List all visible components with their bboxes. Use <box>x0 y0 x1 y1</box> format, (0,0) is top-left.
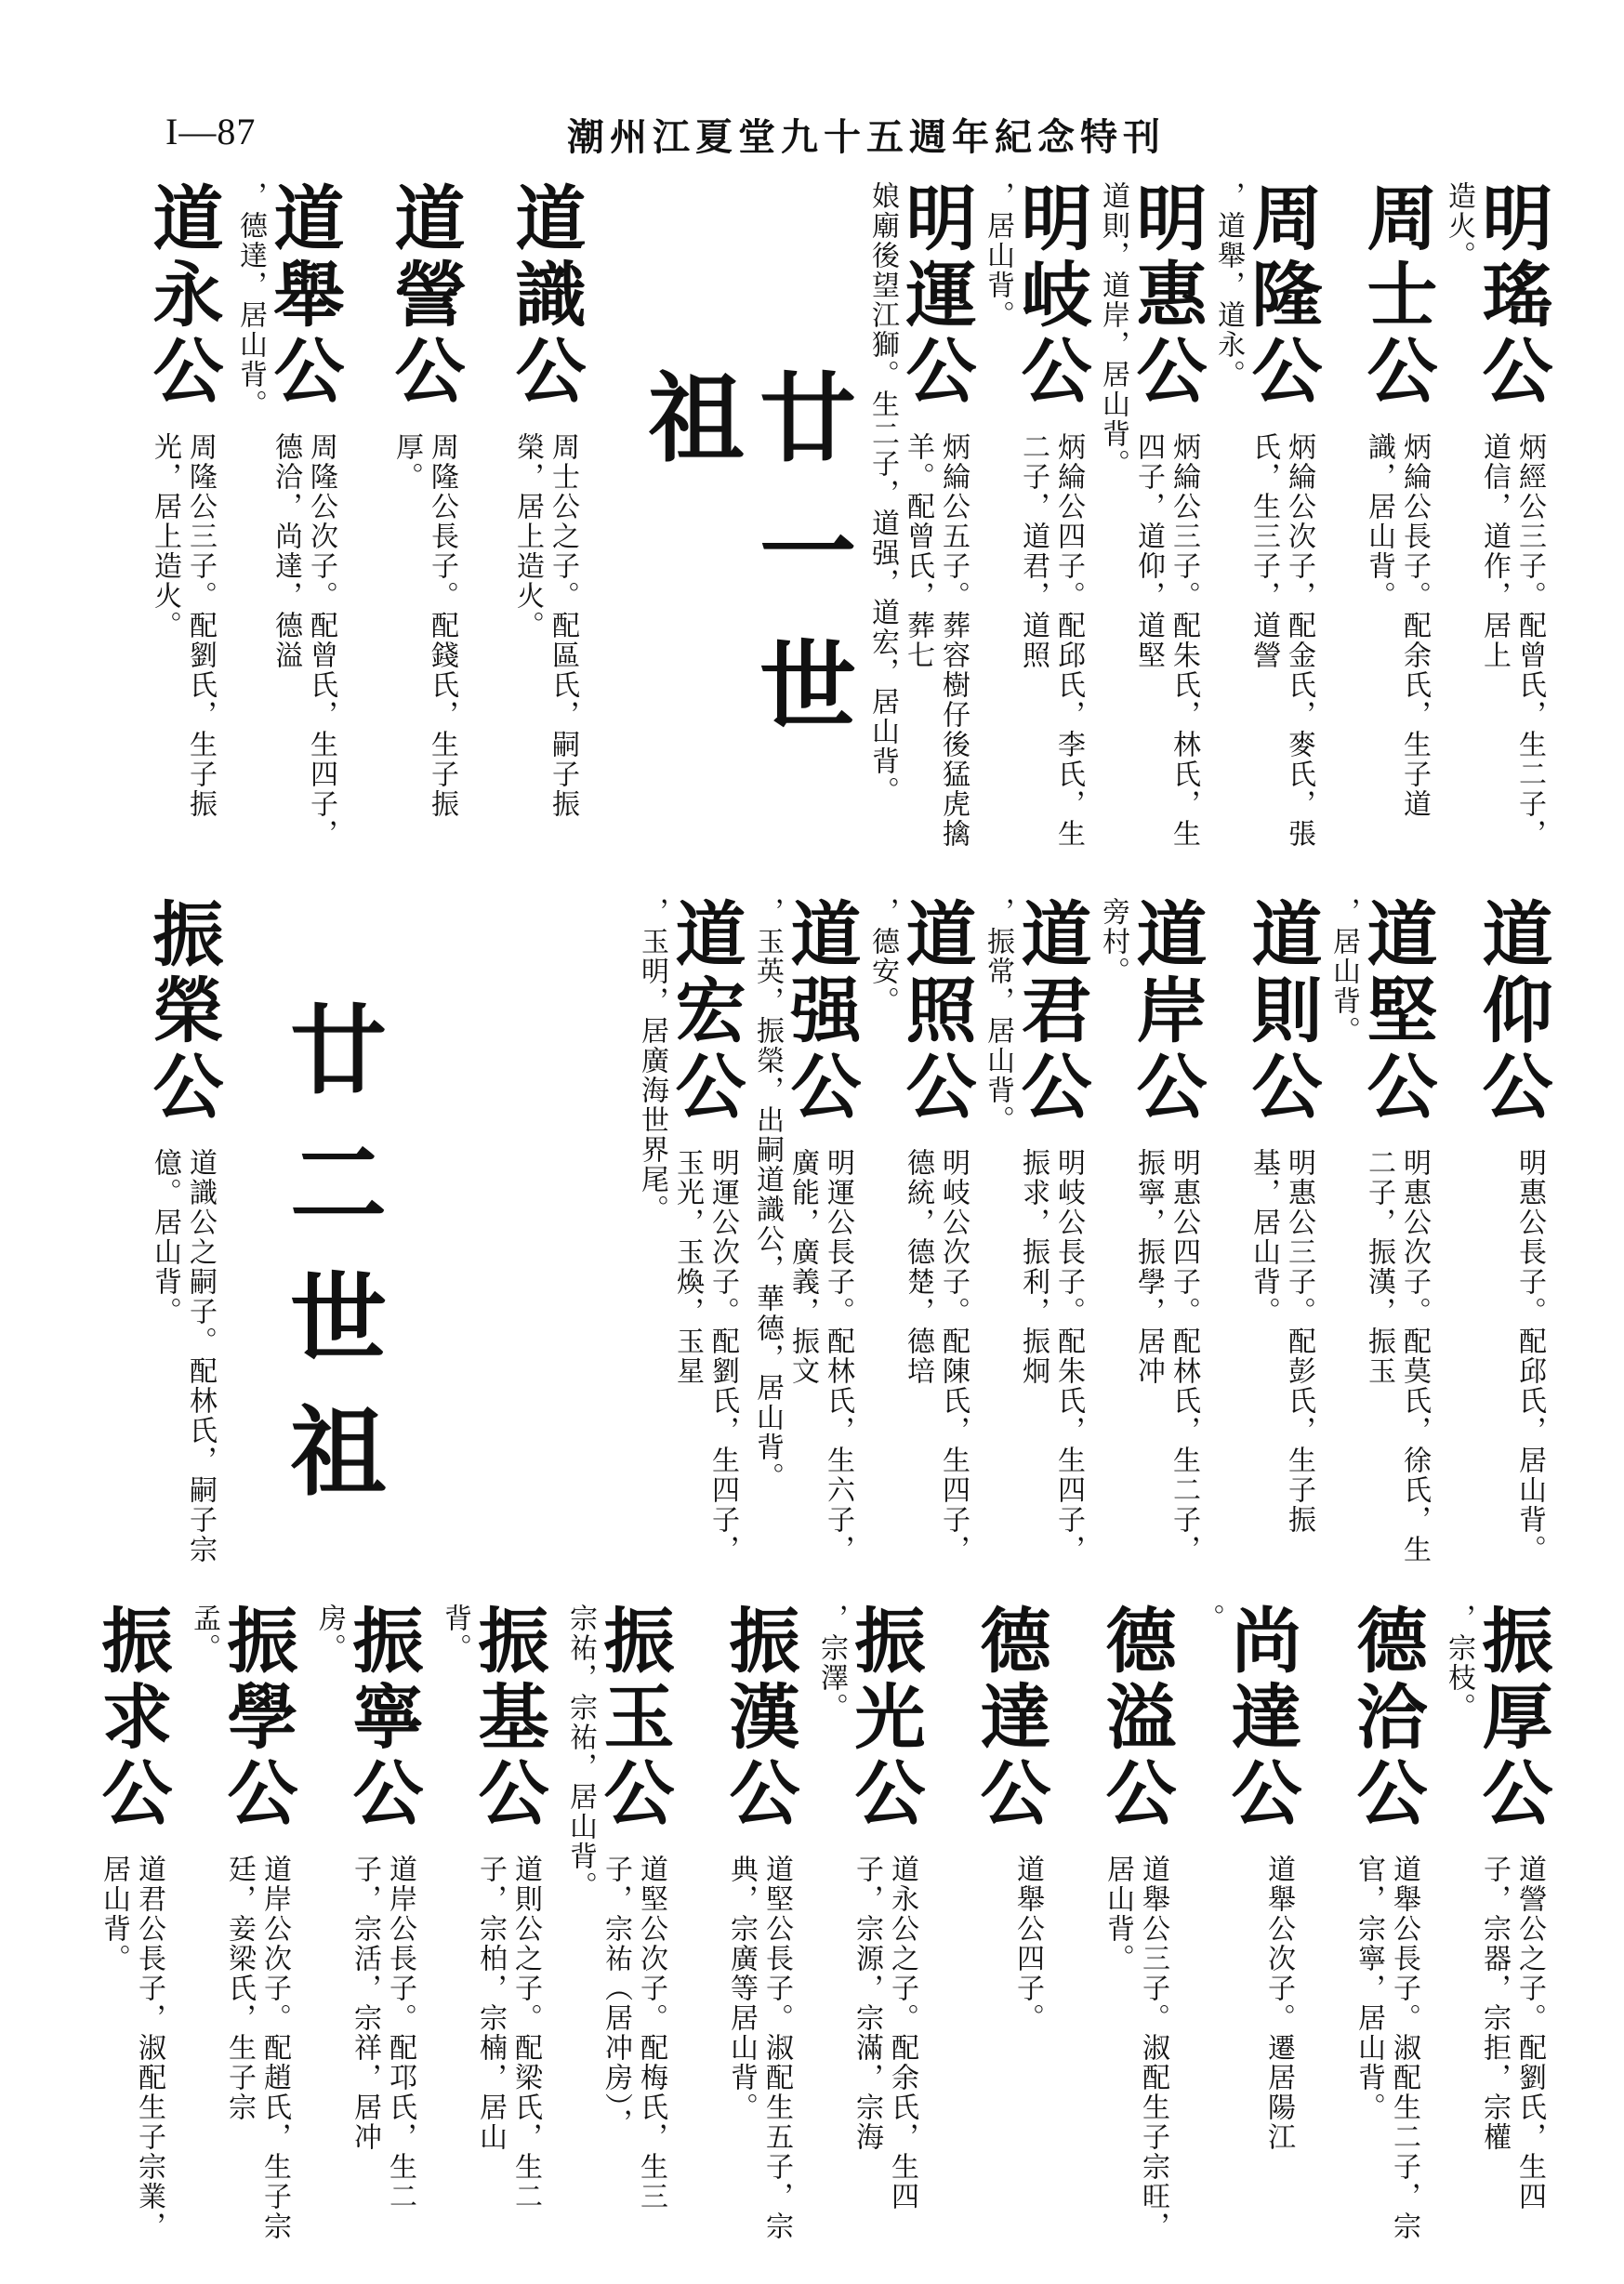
genealogy-entry <box>1333 181 1437 869</box>
entry-description: 道舉公次子。遷居陽江 <box>1262 1855 1295 2152</box>
entry-continuation: 娘廟後望江獅。生二子，道强，道宏，居山背。 <box>866 181 899 806</box>
entry-description: 明惠公次子。配莫氏，徐氏，生二子，振漢，振玉 <box>1363 1148 1431 1564</box>
entry-continuation: ，德安。 <box>866 897 899 1016</box>
entry-continuation: ，道舉，道永。 <box>1212 181 1245 389</box>
ancestor-name: 振玉公 <box>592 1604 675 1832</box>
ancestor-name: 德溢公 <box>1094 1604 1177 1832</box>
ancestor-name: 道謍公 <box>383 181 466 410</box>
section-21st-generation-top <box>102 181 1552 869</box>
ancestor-name: 道强公 <box>779 897 862 1126</box>
genealogy-entry <box>751 897 862 1585</box>
genealogy-entry <box>1097 181 1208 869</box>
entry-description: 道君公長子，淑配生子宗業，居山背。 <box>98 1855 165 2241</box>
ancestor-name: 振基公 <box>467 1604 549 1832</box>
entry-continuation: ，德達，居山背。 <box>234 181 267 419</box>
genealogy-entry <box>355 181 465 869</box>
entry-continuation: ，玉明，居廣海世界尾。 <box>636 897 668 1224</box>
genealogy-entry <box>1438 1604 1552 2254</box>
genealogy-entry <box>1097 897 1208 1585</box>
entry-description: 炳綸公四子。配邱氏，李氏，生二子，道君，道照 <box>1017 432 1085 849</box>
entry-continuation: 宗祐，宗祐，居山背。 <box>564 1604 597 1901</box>
ancestor-name: 道識公 <box>504 181 587 410</box>
entry-description: 道岸公次子。配趙氏，生子宗廷，妾梁氏，生子宗 <box>223 1855 291 2241</box>
entry-continuation: 孟。 <box>188 1604 220 1663</box>
entry-continuation: 造火。 <box>1443 181 1475 271</box>
genealogy-entry <box>1448 897 1552 1585</box>
ancestor-name: 振光公 <box>843 1604 926 1832</box>
genealogy-entry <box>1218 897 1322 1585</box>
entry-description: 明惠公長子。配邱氏，居山背。 <box>1513 1148 1546 1564</box>
genealogy-entry <box>58 1604 172 2254</box>
entry-description: 炳綸公三子。配朱氏，林氏，生四子，道仰，道堅 <box>1132 432 1200 849</box>
genealogy-entry <box>1187 1604 1301 2254</box>
entry-continuation: ，宗枝。 <box>1443 1604 1475 1723</box>
entry-description: 炳經公三子。配曾氏，生二子，道信，道作，居上 <box>1478 432 1546 849</box>
ancestor-name: 振漢公 <box>718 1604 800 1832</box>
ancestor-name: 振求公 <box>90 1604 173 1832</box>
entry-description: 道則公之子。配梁氏，生二子，宗柏，宗楠，居山 <box>474 1855 542 2211</box>
ancestor-name: 明瑤公 <box>1471 181 1553 410</box>
ancestor-name: 德洽公 <box>1345 1604 1428 1832</box>
entry-continuation: ，居山背。 <box>982 181 1014 330</box>
genealogy-entry <box>113 181 223 869</box>
entry-continuation: 旁村。 <box>1097 897 1129 986</box>
ancestor-name: 振寧公 <box>341 1604 424 1832</box>
genealogy-entry <box>936 1604 1050 2254</box>
genealogy-entry <box>1313 1604 1427 2254</box>
genealogy-entry <box>560 1604 674 2254</box>
ancestor-name: 道仰公 <box>1471 897 1553 1126</box>
genealogy-entry <box>982 181 1092 869</box>
ancestor-name: 周士公 <box>1355 181 1438 410</box>
ancestor-name: 德達公 <box>969 1604 1051 1832</box>
genealogy-entry <box>685 1604 799 2254</box>
entry-description: 炳綸公長子。配余氏，生子道識，居山背。 <box>1363 432 1431 819</box>
ancestor-name: 振厚公 <box>1471 1604 1553 1832</box>
ancestor-name: 道宏公 <box>664 897 746 1126</box>
genealogy-entry <box>866 181 977 869</box>
entry-description: 道舉公長子。淑配生二子，宗官，宗寧，居山背。 <box>1353 1855 1420 2241</box>
genealogy-entry <box>636 897 746 1585</box>
ancestor-name: 明岐公 <box>1010 181 1092 410</box>
entry-description: 道舉公三子。淑配生子宗旺，居山背。 <box>1102 1855 1169 2241</box>
entry-description: 明運公次子。配劉氏，生四子，玉光，玉煥，玉星 <box>671 1148 739 1564</box>
entry-description: 道岸公長子。配邛氏，生二子，宗活，宗祥，居冲 <box>349 1855 416 2211</box>
entry-description: 明岐公長子。配朱氏，生四子，振求，振利，振炯 <box>1017 1148 1085 1564</box>
ancestor-name: 明運公 <box>894 181 977 410</box>
genealogy-entry <box>866 897 977 1585</box>
genealogy-entry <box>982 897 1092 1585</box>
entry-description: 炳綸公五子。葬容樹仔後猛虎擒羊。配曾氏，葬七 <box>902 432 970 849</box>
genealogy-entry <box>434 1604 548 2254</box>
entry-continuation: 背。 <box>439 1604 471 1663</box>
entry-description: 明惠公四子。配林氏，生二子，振寧，振學，居冲 <box>1132 1148 1200 1564</box>
genealogy-entry <box>183 1604 297 2254</box>
entry-continuation: ，玉英，振榮，出嗣道識公，華德，居山背。 <box>751 897 784 1492</box>
genealogy-entry <box>1062 1604 1176 2254</box>
ancestor-name: 振學公 <box>216 1604 298 1832</box>
entry-continuation: 道則，道岸，居山背。 <box>1097 181 1129 479</box>
entry-description: 周隆公三子。配劉氏，生子振光，居上造火。 <box>149 432 217 819</box>
genealogy-entry <box>1327 897 1438 1585</box>
entry-description: 道謍公之子。配劉氏，生四子，宗器，宗拒，宗權 <box>1478 1855 1546 2211</box>
entry-continuation: 房。 <box>313 1604 346 1663</box>
entry-description: 道識公之嗣子。配林氏，嗣子宗億。居山背。 <box>149 1148 217 1564</box>
genealogy-entry <box>1212 181 1323 869</box>
page-title: 潮州江夏堂九十五週年紀念特刊 <box>567 115 1166 159</box>
entry-description: 周士公之子。配區氏，嗣子振榮，居上造火。 <box>511 432 579 819</box>
genealogy-entry <box>309 1604 423 2254</box>
section-21st-generation-middle <box>102 897 1552 1585</box>
entry-description: 周隆公長子。配錢氏，生子振厚。 <box>390 432 458 819</box>
ancestor-name: 道舉公 <box>262 181 345 410</box>
ancestor-name: 道堅公 <box>1355 897 1438 1126</box>
ancestor-name: 道永公 <box>141 181 224 410</box>
genealogy-entry <box>113 897 223 1585</box>
entry-continuation: ，宗澤。 <box>815 1604 848 1723</box>
ancestor-name: 道則公 <box>1240 897 1323 1126</box>
genealogy-entry <box>234 181 344 869</box>
entry-continuation: ，居山背。 <box>1327 897 1360 1046</box>
generation-title-21: 廿一世祖 <box>631 367 857 769</box>
page-number: I—87 <box>165 111 257 152</box>
section-22nd-generation <box>90 1604 1553 2254</box>
genealogy-entry <box>476 181 586 869</box>
entry-continuation: ，振常，居山背。 <box>982 897 1014 1135</box>
entry-description: 道舉公四子。 <box>1011 1855 1044 2033</box>
entry-description: 炳綸公次子，配金氏，麥氏，張氏，生三子，道謍 <box>1248 432 1315 849</box>
entry-description: 明惠公三子。配彭氏，生子振基，居山背。 <box>1248 1148 1315 1535</box>
entry-continuation: 。 <box>1192 1604 1224 1633</box>
entry-description: 周隆公次子。配曾氏，生四子，德洽，尚達，德溢 <box>270 432 337 849</box>
ancestor-name: 道君公 <box>1010 897 1092 1126</box>
entry-description: 明岐公次子。配陳氏，生四子，德統，德楚，德培 <box>902 1148 970 1564</box>
entry-description: 道永公之子。配余氏，生四子，宗源，宗滿，宗海 <box>851 1855 918 2211</box>
ancestor-name: 道照公 <box>894 897 977 1126</box>
genealogy-entry <box>811 1604 925 2254</box>
ancestor-name: 振榮公 <box>141 897 224 1126</box>
entry-description: 道堅公次子。配梅氏，生三子，宗祐（居冲房）， <box>600 1855 667 2211</box>
genealogy-entry <box>1443 181 1553 869</box>
generation-title-22: 廿二世祖 <box>273 999 388 1535</box>
entry-description: 明運公長子。配林氏，生六子，廣能，廣義，振文 <box>786 1148 854 1564</box>
ancestor-name: 尚達公 <box>1220 1604 1302 1832</box>
ancestor-name: 明惠公 <box>1125 181 1208 410</box>
ancestor-name: 周隆公 <box>1240 181 1323 410</box>
ancestor-name: 道岸公 <box>1125 897 1208 1126</box>
entry-description: 道堅公長子。淑配生五子，宗典，宗廣等居山背。 <box>725 1855 793 2241</box>
